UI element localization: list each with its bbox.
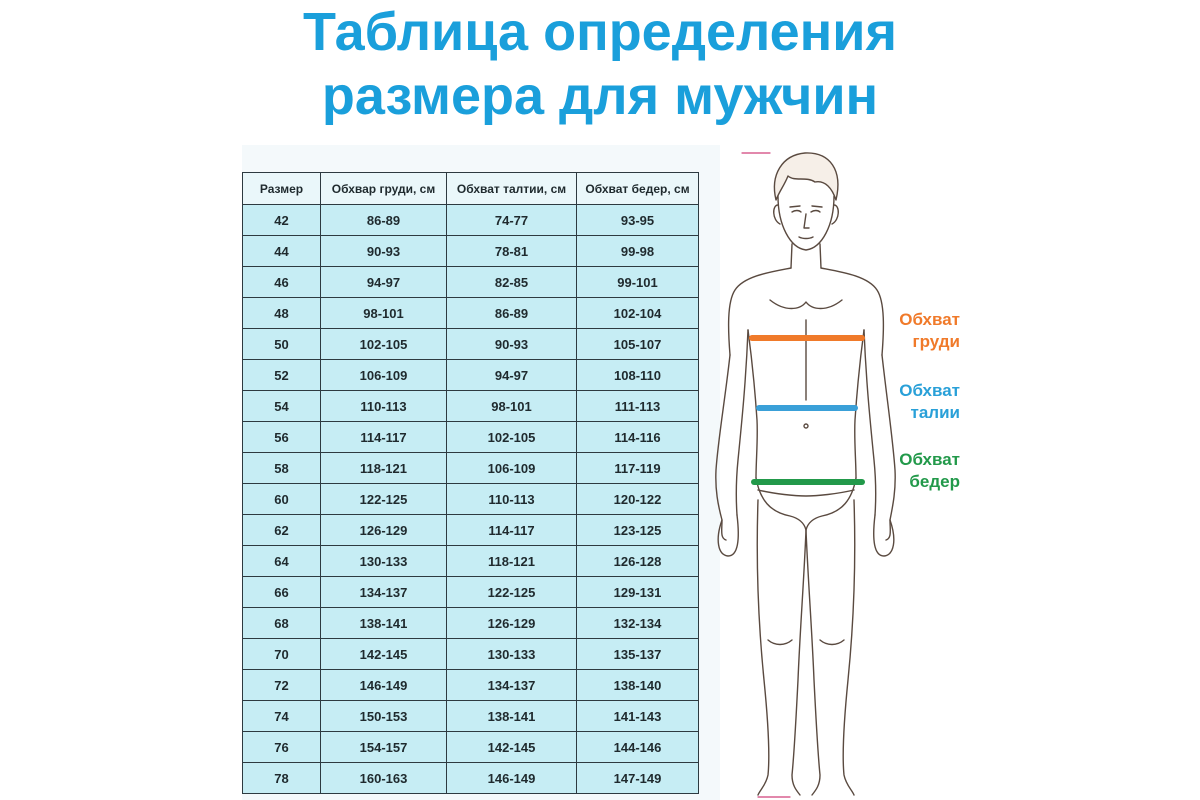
cell-waist: 98-101 [447, 391, 577, 422]
table-row [243, 484, 699, 515]
table-row [243, 608, 699, 639]
cell-hips: 126-128 [577, 546, 699, 577]
hips-label-line1: Обхват [899, 450, 960, 469]
cell-hips: 138-140 [577, 670, 699, 701]
table-row [243, 267, 699, 298]
cell-hips: 99-98 [577, 236, 699, 267]
cell-size: 72 [243, 670, 321, 701]
cell-waist: 138-141 [447, 701, 577, 732]
cell-waist: 110-113 [447, 484, 577, 515]
table-body [243, 205, 699, 794]
cell-chest: 134-137 [321, 577, 447, 608]
cell-size: 76 [243, 732, 321, 763]
cell-size: 42 [243, 205, 321, 236]
cell-hips: 114-116 [577, 422, 699, 453]
cell-waist: 106-109 [447, 453, 577, 484]
title-line-1: Таблица определения [303, 2, 897, 62]
cell-hips: 93-95 [577, 205, 699, 236]
header-waist: Обхват талтии, см [447, 173, 577, 205]
cell-chest: 150-153 [321, 701, 447, 732]
cell-size: 54 [243, 391, 321, 422]
table-row [243, 701, 699, 732]
cell-chest: 142-145 [321, 639, 447, 670]
cell-chest: 146-149 [321, 670, 447, 701]
cell-chest: 130-133 [321, 546, 447, 577]
cell-size: 52 [243, 360, 321, 391]
cell-chest: 106-109 [321, 360, 447, 391]
cell-hips: 123-125 [577, 515, 699, 546]
cell-size: 62 [243, 515, 321, 546]
cell-hips: 129-131 [577, 577, 699, 608]
cell-waist: 74-77 [447, 205, 577, 236]
cell-hips: 111-113 [577, 391, 699, 422]
cell-chest: 126-129 [321, 515, 447, 546]
cell-waist: 134-137 [447, 670, 577, 701]
chest-label-line2: груди [912, 332, 960, 351]
header-chest: Обхвар груди, см [321, 173, 447, 205]
cell-chest: 98-101 [321, 298, 447, 329]
cell-chest: 94-97 [321, 267, 447, 298]
cell-chest: 154-157 [321, 732, 447, 763]
cell-chest: 138-141 [321, 608, 447, 639]
table-row [243, 546, 699, 577]
waist-label-line2: талии [910, 403, 960, 422]
cell-hips: 141-143 [577, 701, 699, 732]
cell-waist: 114-117 [447, 515, 577, 546]
size-table [242, 172, 699, 794]
cell-waist: 90-93 [447, 329, 577, 360]
chest-label-line1: Обхват [899, 310, 960, 329]
cell-waist: 86-89 [447, 298, 577, 329]
table-row [243, 360, 699, 391]
cell-waist: 146-149 [447, 763, 577, 794]
cell-chest: 110-113 [321, 391, 447, 422]
table-row [243, 515, 699, 546]
table-row [243, 236, 699, 267]
table-row [243, 732, 699, 763]
cell-size: 48 [243, 298, 321, 329]
cell-hips: 99-101 [577, 267, 699, 298]
cell-waist: 78-81 [447, 236, 577, 267]
cell-chest: 114-117 [321, 422, 447, 453]
waist-label [880, 380, 960, 424]
cell-chest: 160-163 [321, 763, 447, 794]
cell-size: 44 [243, 236, 321, 267]
cell-size: 60 [243, 484, 321, 515]
cell-hips: 117-119 [577, 453, 699, 484]
cell-size: 50 [243, 329, 321, 360]
cell-size: 66 [243, 577, 321, 608]
table-row [243, 453, 699, 484]
cell-waist: 126-129 [447, 608, 577, 639]
cell-chest: 90-93 [321, 236, 447, 267]
cell-hips: 120-122 [577, 484, 699, 515]
table-row [243, 391, 699, 422]
cell-hips: 144-146 [577, 732, 699, 763]
table-row [243, 577, 699, 608]
cell-chest: 102-105 [321, 329, 447, 360]
cell-hips: 108-110 [577, 360, 699, 391]
cell-hips: 102-104 [577, 298, 699, 329]
cell-hips: 135-137 [577, 639, 699, 670]
cell-waist: 102-105 [447, 422, 577, 453]
cell-size: 56 [243, 422, 321, 453]
cell-chest: 86-89 [321, 205, 447, 236]
hips-label [880, 449, 960, 493]
cell-waist: 82-85 [447, 267, 577, 298]
cell-hips: 105-107 [577, 329, 699, 360]
cell-size: 74 [243, 701, 321, 732]
table-row [243, 205, 699, 236]
header-size: Размер [243, 173, 321, 205]
title-line-2: размера для мужчин [321, 66, 879, 126]
cell-size: 70 [243, 639, 321, 670]
cell-hips: 132-134 [577, 608, 699, 639]
hips-label-line2: бедер [909, 472, 960, 491]
table-row [243, 329, 699, 360]
table-row [243, 763, 699, 794]
header-hips: Обхват бедер, см [577, 173, 699, 205]
table-row [243, 670, 699, 701]
cell-size: 46 [243, 267, 321, 298]
cell-waist: 122-125 [447, 577, 577, 608]
cell-waist: 94-97 [447, 360, 577, 391]
table-row [243, 639, 699, 670]
cell-chest: 118-121 [321, 453, 447, 484]
cell-size: 64 [243, 546, 321, 577]
table-row [243, 298, 699, 329]
waist-label-line1: Обхват [899, 381, 960, 400]
table-header-row [243, 173, 699, 205]
cell-size: 78 [243, 763, 321, 794]
cell-hips: 147-149 [577, 763, 699, 794]
cell-size: 68 [243, 608, 321, 639]
cell-waist: 118-121 [447, 546, 577, 577]
cell-waist: 130-133 [447, 639, 577, 670]
table-row [243, 422, 699, 453]
chest-label [880, 309, 960, 353]
cell-waist: 142-145 [447, 732, 577, 763]
cell-chest: 122-125 [321, 484, 447, 515]
cell-size: 58 [243, 453, 321, 484]
